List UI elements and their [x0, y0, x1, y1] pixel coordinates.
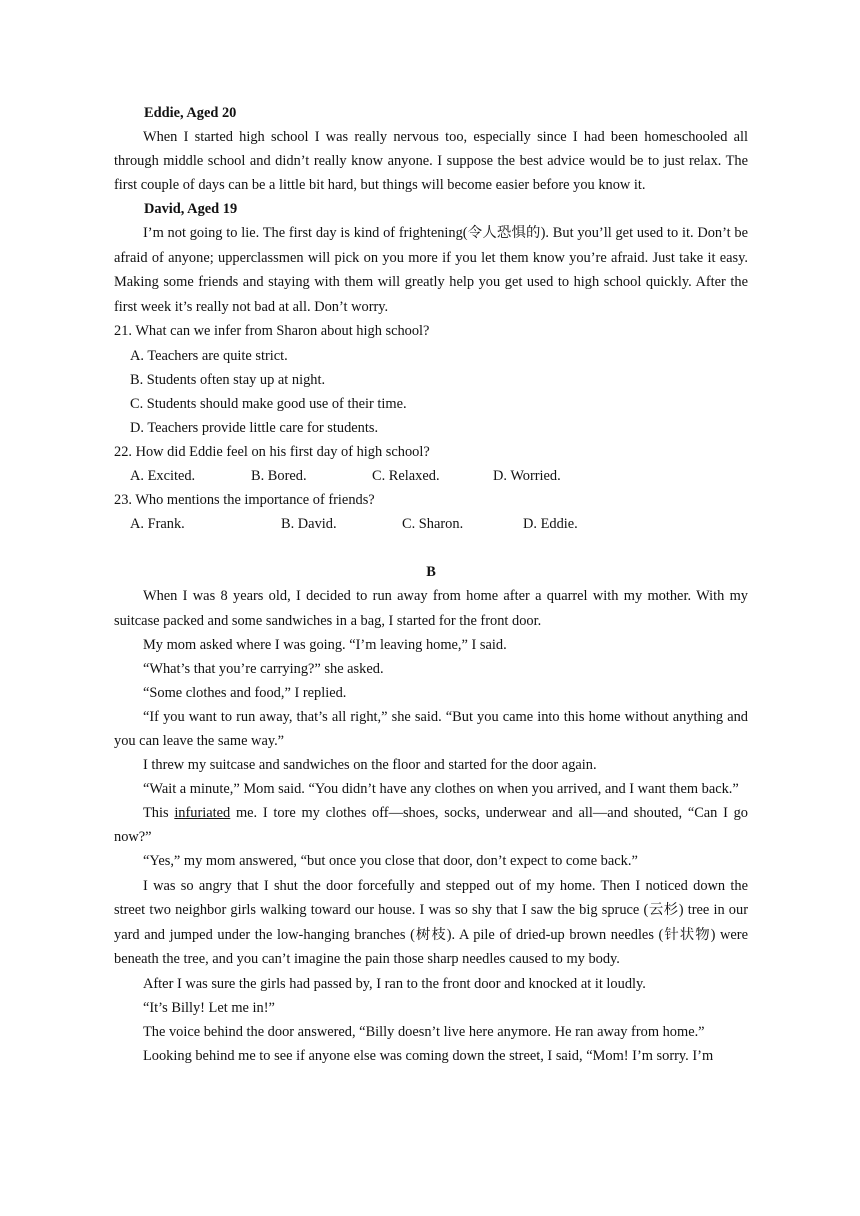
passage-b-paragraph-11: After I was sure the girls had passed by, I ran to the front door and knocked at it loudly.: [143, 975, 646, 992]
question-23-option-d: D. Eddie.: [523, 516, 578, 533]
passage-b-paragraph-14: Looking behind me to see if anyone else was coming down the street, I said, “Mom! I’m sorry. I’m: [143, 1047, 714, 1064]
david-paragraph: I’m not going to lie. The first day is kind of frightening(令人恐惧的). But you’ll get used to it. Don’t be afraid of anyone; upperclassmen will pick on you more if you let them know you’re afraid. Just take it easy. Making some friends and staying with them will greatly help you get used to high school quickly. After the first week it’s really not bad at all. Don’t worry.: [114, 225, 748, 315]
passage-b-paragraph-4: “Some clothes and food,” I replied.: [143, 684, 347, 701]
passage-b-paragraph-8: [114, 801, 748, 849]
passage-b-paragraph-5: “If you want to run away, that’s all right,” she said. “But you came into this home without anything and you can leave the same way.”: [114, 708, 748, 749]
question-23-option-a: A. Frank.: [130, 516, 185, 533]
question-21-option-a: A. Teachers are quite strict.: [130, 347, 288, 364]
question-22-option-a: A. Excited.: [130, 468, 196, 485]
passage-b-paragraph-2: My mom asked where I was going. “I’m leaving home,” I said.: [143, 636, 507, 653]
passage-b-paragraph-9: “Yes,” my mom answered, “but once you close that door, don’t expect to come back.”: [143, 853, 638, 870]
passage-b-paragraph-12: “It’s Billy! Let me in!”: [143, 999, 275, 1016]
document-page: [114, 101, 748, 1068]
passage-b-title: B: [426, 564, 436, 581]
question-23-stem: 23. Who mentions the importance of friends?: [114, 492, 375, 509]
question-22-options: [114, 464, 748, 488]
underlined-word: infuriated: [174, 805, 231, 822]
david-heading: David, Aged 19: [144, 201, 238, 218]
passage-b-paragraph-7: “Wait a minute,” Mom said. “You didn’t have any clothes on when you arrived, and I want them back.”: [143, 781, 739, 798]
question-22-stem: 22. How did Eddie feel on his first day of high school?: [114, 443, 430, 460]
question-21-option-c: C. Students should make good use of their time.: [130, 395, 407, 412]
passage-b-paragraph-1: When I was 8 years old, I decided to run away from home after a quarrel with my mother. With my suitcase packed and some sandwiches in a bag, I started for the front door.: [114, 588, 748, 629]
passage-b-paragraph-6: I threw my suitcase and sandwiches on the floor and started for the door again.: [143, 757, 597, 774]
passage-b-paragraph-13: The voice behind the door answered, “Billy doesn’t live here anymore. He ran away from home.”: [143, 1023, 705, 1040]
passage-b-paragraph-10: I was so angry that I shut the door forcefully and stepped out of my home. Then I noticed down the street two neighbor girls walking toward our house. I was so shy that I saw the big spruce (云杉) tree in our yard and jumped under the low-hanging branches (树枝). A pile of dried-up brown needles (针状物) were beneath the tree, and you can’t imagine the pain those sharp needles caused to my body.: [114, 877, 748, 968]
section-spacer: [114, 536, 748, 560]
question-21-option-b: B. Students often stay up at night.: [130, 371, 326, 388]
question-23-options: [114, 512, 748, 536]
eddie-heading: Eddie, Aged 20: [144, 105, 237, 121]
question-22-option-d: D. Worried.: [493, 468, 561, 485]
question-22-option-c: C. Relaxed.: [372, 468, 440, 485]
eddie-paragraph: When I started high school I was really nervous too, especially since I had been homeschooled all through middle school and didn’t really know anyone. I suppose the best advice would be to just relax. The first couple of days can be a little bit hard, but things will become easier before you know it.: [114, 129, 748, 194]
question-23-option-b: B. David.: [281, 516, 337, 533]
passage-b-paragraph-3: “What’s that you’re carrying?” she asked.: [143, 660, 384, 677]
paragraph-8-before: This: [143, 805, 175, 822]
question-23-option-c: C. Sharon.: [402, 516, 464, 533]
question-21-option-d: D. Teachers provide little care for students.: [130, 419, 379, 436]
question-21-stem: 21. What can we infer from Sharon about high school?: [114, 323, 430, 340]
paragraph-8-after: me. I tore my clothes off—shoes, socks, underwear and all—and shouted, “Can I go now?”: [114, 805, 748, 846]
question-22-option-b: B. Bored.: [251, 468, 307, 485]
